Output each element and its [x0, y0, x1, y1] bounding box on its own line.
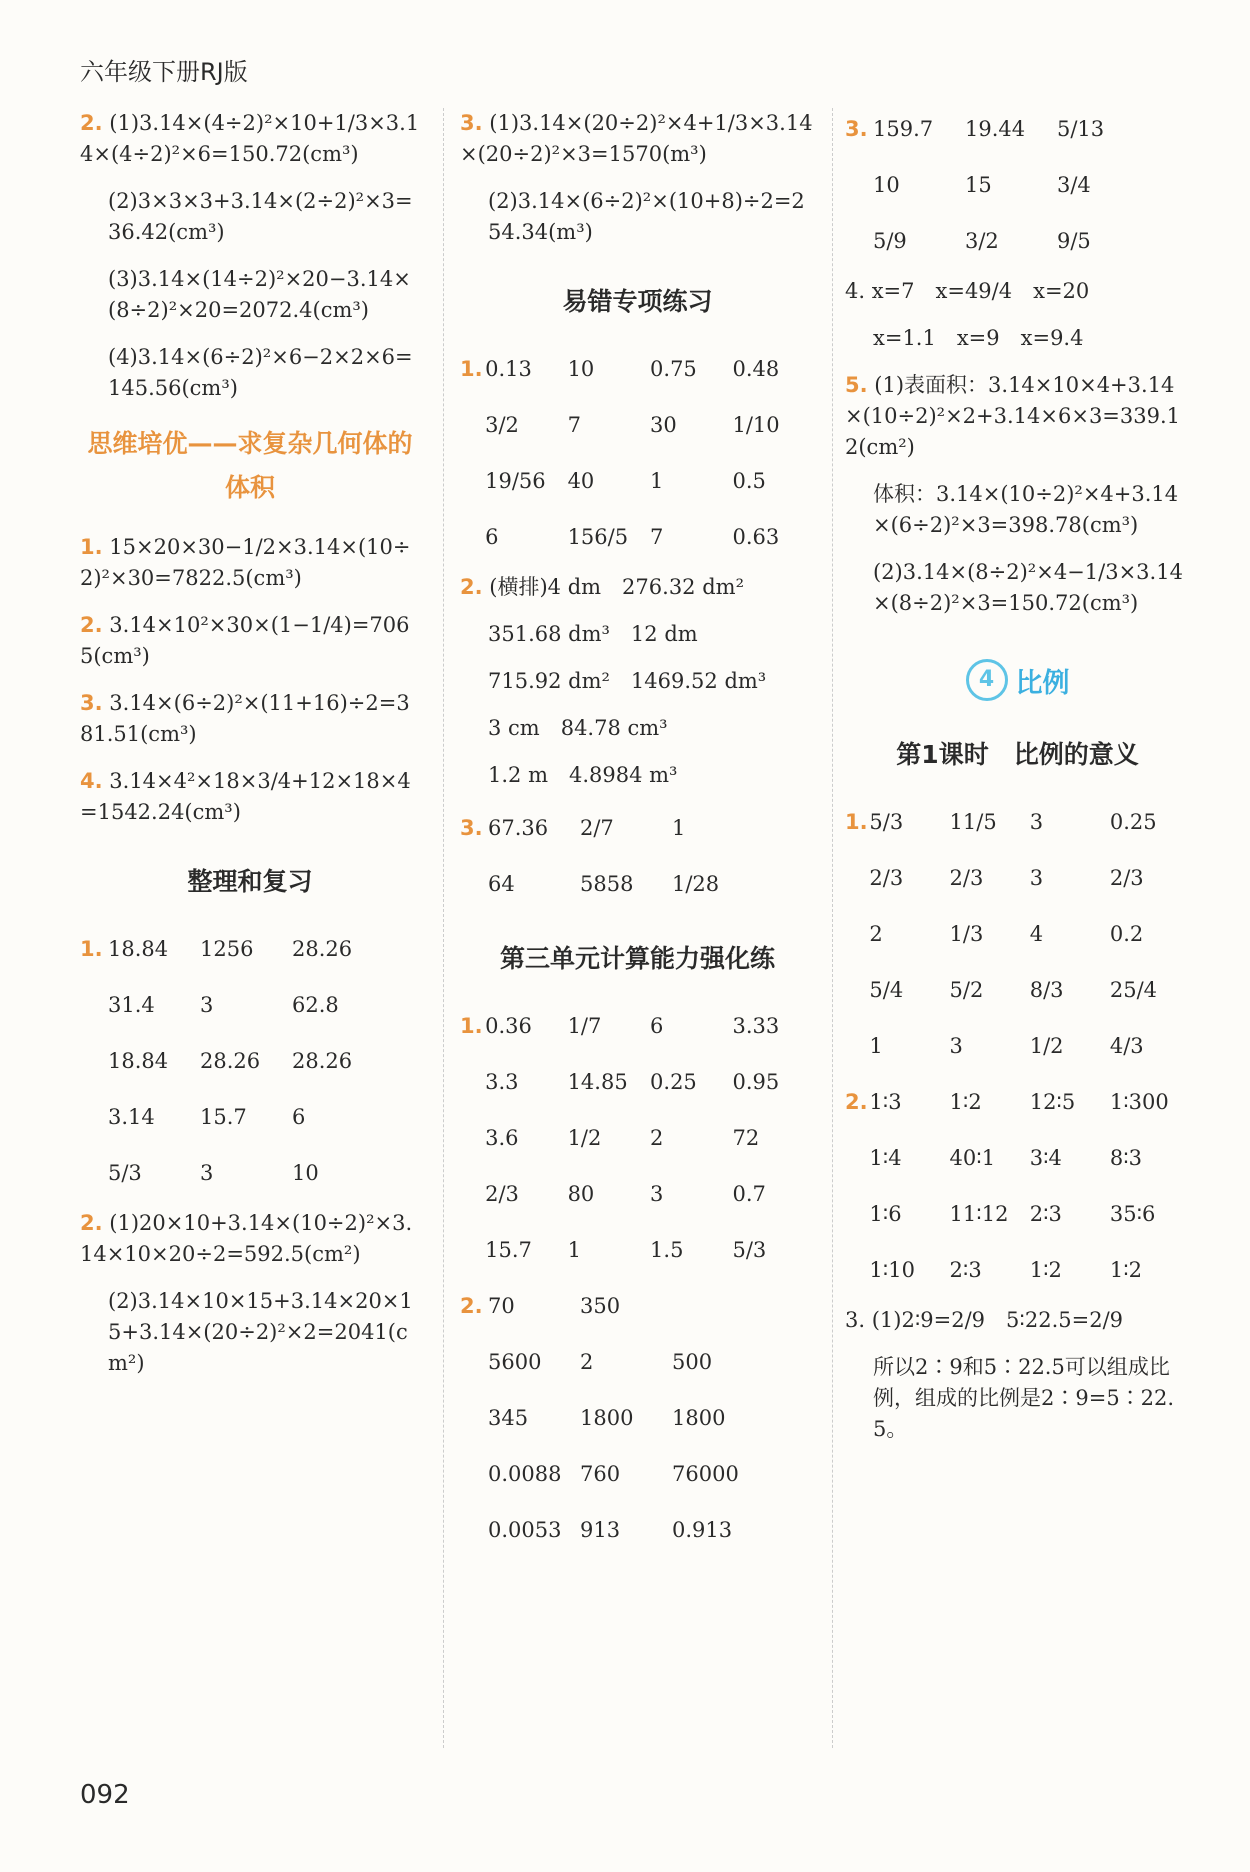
- grid-cell: 6: [292, 1105, 306, 1129]
- answer-item: [460, 572, 815, 603]
- grid-cell: 0.48: [732, 357, 780, 381]
- grid-cell: 159.7: [873, 117, 934, 141]
- item-number: 3.: [460, 111, 483, 135]
- grid-row: [845, 857, 1190, 899]
- grid-row: [845, 1081, 1190, 1123]
- item-number: 2.: [845, 1090, 868, 1114]
- grid-cell: 3: [949, 1034, 963, 1058]
- grid-cell: 1∶2: [1029, 1258, 1062, 1282]
- item-number: 3.: [460, 816, 483, 840]
- item-number: 1.: [80, 535, 103, 559]
- answer-grid: [460, 348, 815, 558]
- item-text: 351.68 dm³ 12 dm: [488, 622, 698, 646]
- unit-title: 比例: [1015, 667, 1070, 699]
- item-number: 1.: [80, 937, 103, 961]
- middle-column: [460, 108, 815, 1565]
- item-text: (1)3.14×(4÷2)²×10+1/3×3.14×(4÷2)²×6=150.72(cm³): [80, 111, 420, 166]
- grid-cell: 0.95: [732, 1070, 780, 1094]
- grid-cell: 11/5: [949, 810, 997, 834]
- grid-row: [845, 164, 1190, 206]
- grid-cell: 2/3: [869, 866, 904, 890]
- grid-cell: 3∶4: [1029, 1146, 1062, 1170]
- grid-cell: 18.84: [108, 1049, 169, 1073]
- grid-cell: 3/2: [485, 413, 519, 437]
- item-text: (2)3×3×3+3.14×(2÷2)²×3=36.42(cm³): [108, 189, 413, 244]
- grid-cell: 1/2: [1029, 1034, 1064, 1058]
- answer-item: [80, 108, 420, 170]
- answer-item: [108, 342, 420, 404]
- answer-grid: [845, 801, 1190, 1067]
- grid-cell: 1: [869, 1034, 883, 1058]
- grid-cell: 25/4: [1109, 978, 1158, 1002]
- grid-cell: 0.0088: [488, 1462, 562, 1486]
- grid-cell: 2/3: [949, 866, 984, 890]
- item-number: 2.: [460, 575, 483, 599]
- answers-block: [80, 532, 420, 828]
- item-number: 3.: [80, 691, 103, 715]
- grid-cell: 3: [1029, 866, 1044, 890]
- item-text: 体积：3.14×(10÷2)²×4+3.14×(6÷2)²×3=398.78(cm³): [873, 482, 1179, 537]
- item-number: 2.: [460, 1294, 483, 1318]
- grid-cell: 72: [732, 1126, 760, 1150]
- answer-item-4-line1: 4. x=7 x=49/4 x=20: [845, 279, 1090, 303]
- item-number: 1.: [460, 1014, 483, 1038]
- page-number: 092: [80, 1780, 130, 1810]
- grid-cell: 5/13: [1057, 117, 1105, 141]
- grid-cell: 11∶12: [949, 1202, 1009, 1226]
- grid-cell: 1: [650, 469, 664, 493]
- grid-cell: 0.7: [732, 1182, 766, 1206]
- grid-cell: 5/9: [873, 229, 907, 253]
- item-number: 1.: [845, 810, 868, 834]
- answers-block: [460, 572, 815, 791]
- item-text: 3.14×(6÷2)²×(11+16)÷2=381.51(cm³): [80, 691, 410, 746]
- grid-row: [460, 1061, 815, 1103]
- grid-cell: 40∶1: [949, 1146, 996, 1170]
- grid-cell: 0.913: [672, 1518, 733, 1542]
- grid-cell: 1256: [200, 937, 254, 961]
- grid-cell: 80: [567, 1182, 595, 1206]
- grid-cell: 1/28: [672, 872, 720, 896]
- grid-row: [460, 404, 815, 446]
- answer-item: [845, 370, 1190, 463]
- grid-cell: 5/4: [869, 978, 904, 1002]
- grid-cell: 5/2: [949, 978, 984, 1002]
- grid-cell: 1∶4: [869, 1146, 902, 1170]
- grid-cell: 2/3: [1109, 866, 1144, 890]
- item-number: 2.: [80, 111, 103, 135]
- grid-cell: 8/3: [1029, 978, 1064, 1002]
- item-number: 5.: [845, 373, 868, 397]
- answer-item: [488, 186, 815, 248]
- grid-row: [845, 108, 1190, 150]
- answer-item: [488, 619, 815, 650]
- grid-cell: 2: [650, 1126, 664, 1150]
- grid-cell: 1/3: [949, 922, 984, 946]
- grid-cell: 2/7: [580, 816, 614, 840]
- grid-row: [845, 220, 1190, 262]
- grid-cell: 28.26: [200, 1049, 261, 1073]
- grid-row: [80, 1040, 420, 1082]
- page-header: 六年级下册RJ版: [80, 58, 248, 86]
- grid-cell: 1/2: [567, 1126, 602, 1150]
- grid-cell: 7: [650, 525, 664, 549]
- section-title-review: 整理和复习: [187, 867, 313, 896]
- answers-block: [845, 370, 1190, 619]
- grid-cell: 4/3: [1109, 1034, 1144, 1058]
- answer-item: [108, 1286, 420, 1379]
- section-title-yicuo: 易错专项练习: [562, 287, 713, 316]
- grid-cell: 3: [200, 1161, 214, 1185]
- grid-cell: 64: [488, 872, 515, 896]
- grid-cell: 30: [650, 413, 677, 437]
- item-text: (2)3.14×10×15+3.14×20×15+3.14×(20÷2)²×2=2041(cm²): [108, 1289, 413, 1375]
- grid-cell: 0.0053: [488, 1518, 562, 1542]
- section-title-youhua: 思维培优——求复杂几何体的体积: [87, 429, 413, 502]
- grid-row: [460, 1341, 815, 1383]
- answer-item: [488, 666, 815, 697]
- grid-cell: 10: [567, 357, 595, 381]
- grid-cell: 4: [1029, 922, 1044, 946]
- grid-cell: 2∶3: [949, 1258, 982, 1282]
- item-text: 715.92 dm² 1469.52 dm³: [488, 669, 767, 693]
- grid-cell: 9/5: [1057, 229, 1091, 253]
- grid-cell: 2: [580, 1350, 594, 1374]
- grid-cell: 12∶5: [1029, 1090, 1076, 1114]
- grid-cell: 1.5: [650, 1238, 684, 1262]
- grid-cell: 5/3: [732, 1238, 767, 1262]
- grid-cell: 3.33: [732, 1014, 780, 1038]
- grid-cell: 40: [567, 469, 595, 493]
- grid-cell: 3.3: [485, 1070, 519, 1094]
- grid-cell: 0.75: [650, 357, 697, 381]
- column-divider: [832, 108, 833, 1748]
- answer-item: [80, 532, 420, 594]
- item-text: 1.2 m 4.8984 m³: [488, 763, 678, 787]
- grid-cell: 0.63: [732, 525, 780, 549]
- grid-cell: 500: [672, 1350, 713, 1374]
- grid-row: [845, 1137, 1190, 1179]
- item-text: (1)表面积：3.14×10×4+3.14×(10÷2)²×2+3.14×6×3=339.12(cm²): [845, 373, 1181, 459]
- right-column: [845, 108, 1190, 1461]
- unit-heading: [845, 659, 1190, 701]
- grid-cell: 19.44: [965, 117, 1026, 141]
- grid-cell: 1∶10: [869, 1258, 915, 1282]
- grid-cell: 67.36: [488, 816, 549, 840]
- grid-row: [460, 516, 815, 558]
- answer-item: [80, 688, 420, 750]
- grid-cell: 19/56: [485, 469, 546, 493]
- grid-cell: 10: [873, 173, 900, 197]
- item-text: (1)3.14×(20÷2)²×4+1/3×3.14×(20÷2)²×3=1570(m³): [460, 111, 813, 166]
- grid-row: [80, 984, 420, 1026]
- grid-cell: 76000: [672, 1462, 739, 1486]
- grid-cell: 28.26: [292, 937, 353, 961]
- grid-row: [80, 1152, 420, 1194]
- grid-cell: 1800: [672, 1406, 726, 1430]
- grid-cell: 5858: [580, 872, 634, 896]
- grid-cell: 6: [650, 1014, 664, 1038]
- answer-grid: [460, 807, 815, 905]
- grid-cell: 8∶3: [1109, 1146, 1143, 1170]
- item-text: 15×20×30−1/2×3.14×(10÷2)²×30=7822.5(cm³): [80, 535, 411, 590]
- item-number: 4.: [80, 769, 103, 793]
- grid-row: [460, 460, 815, 502]
- grid-cell: 3: [650, 1182, 664, 1206]
- answer-grid: [460, 1285, 815, 1551]
- grid-cell: 10: [292, 1161, 319, 1185]
- grid-cell: 6: [485, 525, 499, 549]
- answer-item: [80, 610, 420, 672]
- grid-cell: 5600: [488, 1350, 542, 1374]
- grid-row: [460, 1117, 815, 1159]
- item-number: 3.: [845, 117, 868, 141]
- grid-row: [845, 1249, 1190, 1291]
- answer-item: [80, 766, 420, 828]
- grid-row: [460, 348, 815, 390]
- answer-item: [108, 186, 420, 248]
- grid-cell: 15.7: [485, 1238, 532, 1262]
- grid-row: [80, 1096, 420, 1138]
- grid-cell: 1800: [580, 1406, 634, 1430]
- grid-row: [460, 1453, 815, 1495]
- grid-row: [845, 801, 1190, 843]
- item-text: (横排)4 dm 276.32 dm²: [489, 575, 744, 599]
- item-text: (1)20×10+3.14×(10÷2)²×3.14×10×20÷2=592.5(cm²): [80, 1211, 413, 1266]
- lesson-title: 第1课时 比例的意义: [896, 740, 1139, 769]
- grid-cell: 1∶6: [869, 1202, 902, 1226]
- grid-cell: 15.7: [200, 1105, 247, 1129]
- answer-item: [873, 557, 1190, 619]
- answer-item: [80, 1208, 420, 1270]
- grid-row: [845, 913, 1190, 955]
- grid-cell: 5/3: [108, 1161, 142, 1185]
- answer-item: [488, 760, 815, 791]
- grid-cell: 1: [672, 816, 686, 840]
- answers-block: [80, 108, 420, 404]
- grid-cell: 3: [1029, 810, 1044, 834]
- answers-block: [460, 108, 815, 248]
- grid-cell: 350: [580, 1294, 621, 1318]
- item-text: (4)3.14×(6÷2)²×6−2×2×6=145.56(cm³): [108, 345, 413, 400]
- grid-cell: 760: [580, 1462, 621, 1486]
- answer-item-3-text: 所以2∶9和5∶22.5可以组成比例，组成的比例是2∶9=5∶22.5。: [873, 1355, 1175, 1441]
- grid-cell: 31.4: [108, 993, 155, 1017]
- item-number: 2.: [80, 1211, 103, 1235]
- grid-cell: 7: [567, 413, 581, 437]
- grid-cell: 18.84: [108, 937, 169, 961]
- grid-cell: 3.6: [485, 1126, 519, 1150]
- grid-cell: 62.8: [292, 993, 339, 1017]
- grid-cell: 3: [200, 993, 214, 1017]
- grid-cell: 3/2: [965, 229, 999, 253]
- grid-cell: 5/3: [869, 810, 904, 834]
- grid-row: [460, 863, 815, 905]
- left-column: [80, 108, 420, 1395]
- grid-cell: 3/4: [1057, 173, 1091, 197]
- grid-row: [460, 807, 815, 849]
- item-text: (2)3.14×(8÷2)²×4−1/3×3.14×(8÷2)²×3=150.72(cm³): [873, 560, 1183, 615]
- grid-cell: 156/5: [567, 525, 629, 549]
- grid-cell: 0.36: [485, 1014, 532, 1038]
- grid-row: [80, 928, 420, 970]
- grid-row: [845, 969, 1190, 1011]
- grid-row: [460, 1173, 815, 1215]
- grid-cell: 1: [567, 1238, 581, 1262]
- grid-cell: 0.2: [1109, 922, 1144, 946]
- column-divider: [443, 108, 444, 1748]
- unit-number-badge: 4: [966, 659, 1008, 701]
- item-number: 2.: [80, 613, 103, 637]
- grid-cell: 913: [580, 1518, 621, 1542]
- answer-item-4-line2: x=1.1 x=9 x=9.4: [873, 326, 1084, 350]
- grid-cell: 0.25: [650, 1070, 697, 1094]
- grid-cell: 0.5: [732, 469, 766, 493]
- grid-cell: 0.13: [485, 357, 532, 381]
- grid-row: [460, 1229, 815, 1271]
- answers-block: [80, 1208, 420, 1379]
- grid-row: [460, 1285, 815, 1327]
- grid-cell: 1∶2: [1109, 1258, 1143, 1282]
- section-title-unit3: 第三单元计算能力强化练: [499, 944, 775, 973]
- grid-row: [845, 1193, 1190, 1235]
- grid-row: [460, 1397, 815, 1439]
- answer-item-3-formula: 3. (1)2∶9=2/9 5∶22.5=2/9: [845, 1308, 1124, 1332]
- item-text: 3 cm 84.78 cm³: [488, 716, 668, 740]
- grid-cell: 14.85: [567, 1070, 628, 1094]
- grid-cell: 15: [965, 173, 992, 197]
- grid-cell: 1∶2: [949, 1090, 982, 1114]
- grid-cell: 70: [488, 1294, 515, 1318]
- grid-row: [845, 1025, 1190, 1067]
- item-text: 3.14×4²×18×3/4+12×18×4=1542.24(cm³): [80, 769, 411, 824]
- grid-cell: 1/7: [567, 1014, 602, 1038]
- grid-cell: 2: [869, 922, 883, 946]
- answer-item: [488, 713, 815, 744]
- grid-cell: 2∶3: [1029, 1202, 1062, 1226]
- grid-row: [460, 1509, 815, 1551]
- grid-cell: 1∶300: [1109, 1090, 1169, 1114]
- grid-cell: 35∶6: [1109, 1202, 1156, 1226]
- item-text: 3.14×10²×30×(1−1/4)=7065(cm³): [80, 613, 410, 668]
- item-number: 1.: [460, 357, 483, 381]
- answer-item: [873, 479, 1190, 541]
- grid-cell: 3.14: [108, 1105, 155, 1129]
- answer-grid: [845, 1081, 1190, 1291]
- answer-item: [460, 108, 815, 170]
- answer-item: [108, 264, 420, 326]
- grid-row: [460, 1005, 815, 1047]
- grid-cell: 345: [488, 1406, 529, 1430]
- answer-grid: [845, 108, 1190, 262]
- item-text: (3)3.14×(14÷2)²×20−3.14×(8÷2)²×20=2072.4(cm³): [108, 267, 411, 322]
- grid-cell: 1/10: [732, 413, 780, 437]
- grid-cell: 0.25: [1109, 810, 1157, 834]
- grid-cell: 1∶3: [869, 1090, 902, 1114]
- answer-grid: [460, 1005, 815, 1271]
- answer-grid: [80, 928, 420, 1194]
- item-text: (2)3.14×(6÷2)²×(10+8)÷2=254.34(m³): [488, 189, 805, 244]
- grid-cell: 2/3: [485, 1182, 519, 1206]
- grid-cell: 28.26: [292, 1049, 353, 1073]
